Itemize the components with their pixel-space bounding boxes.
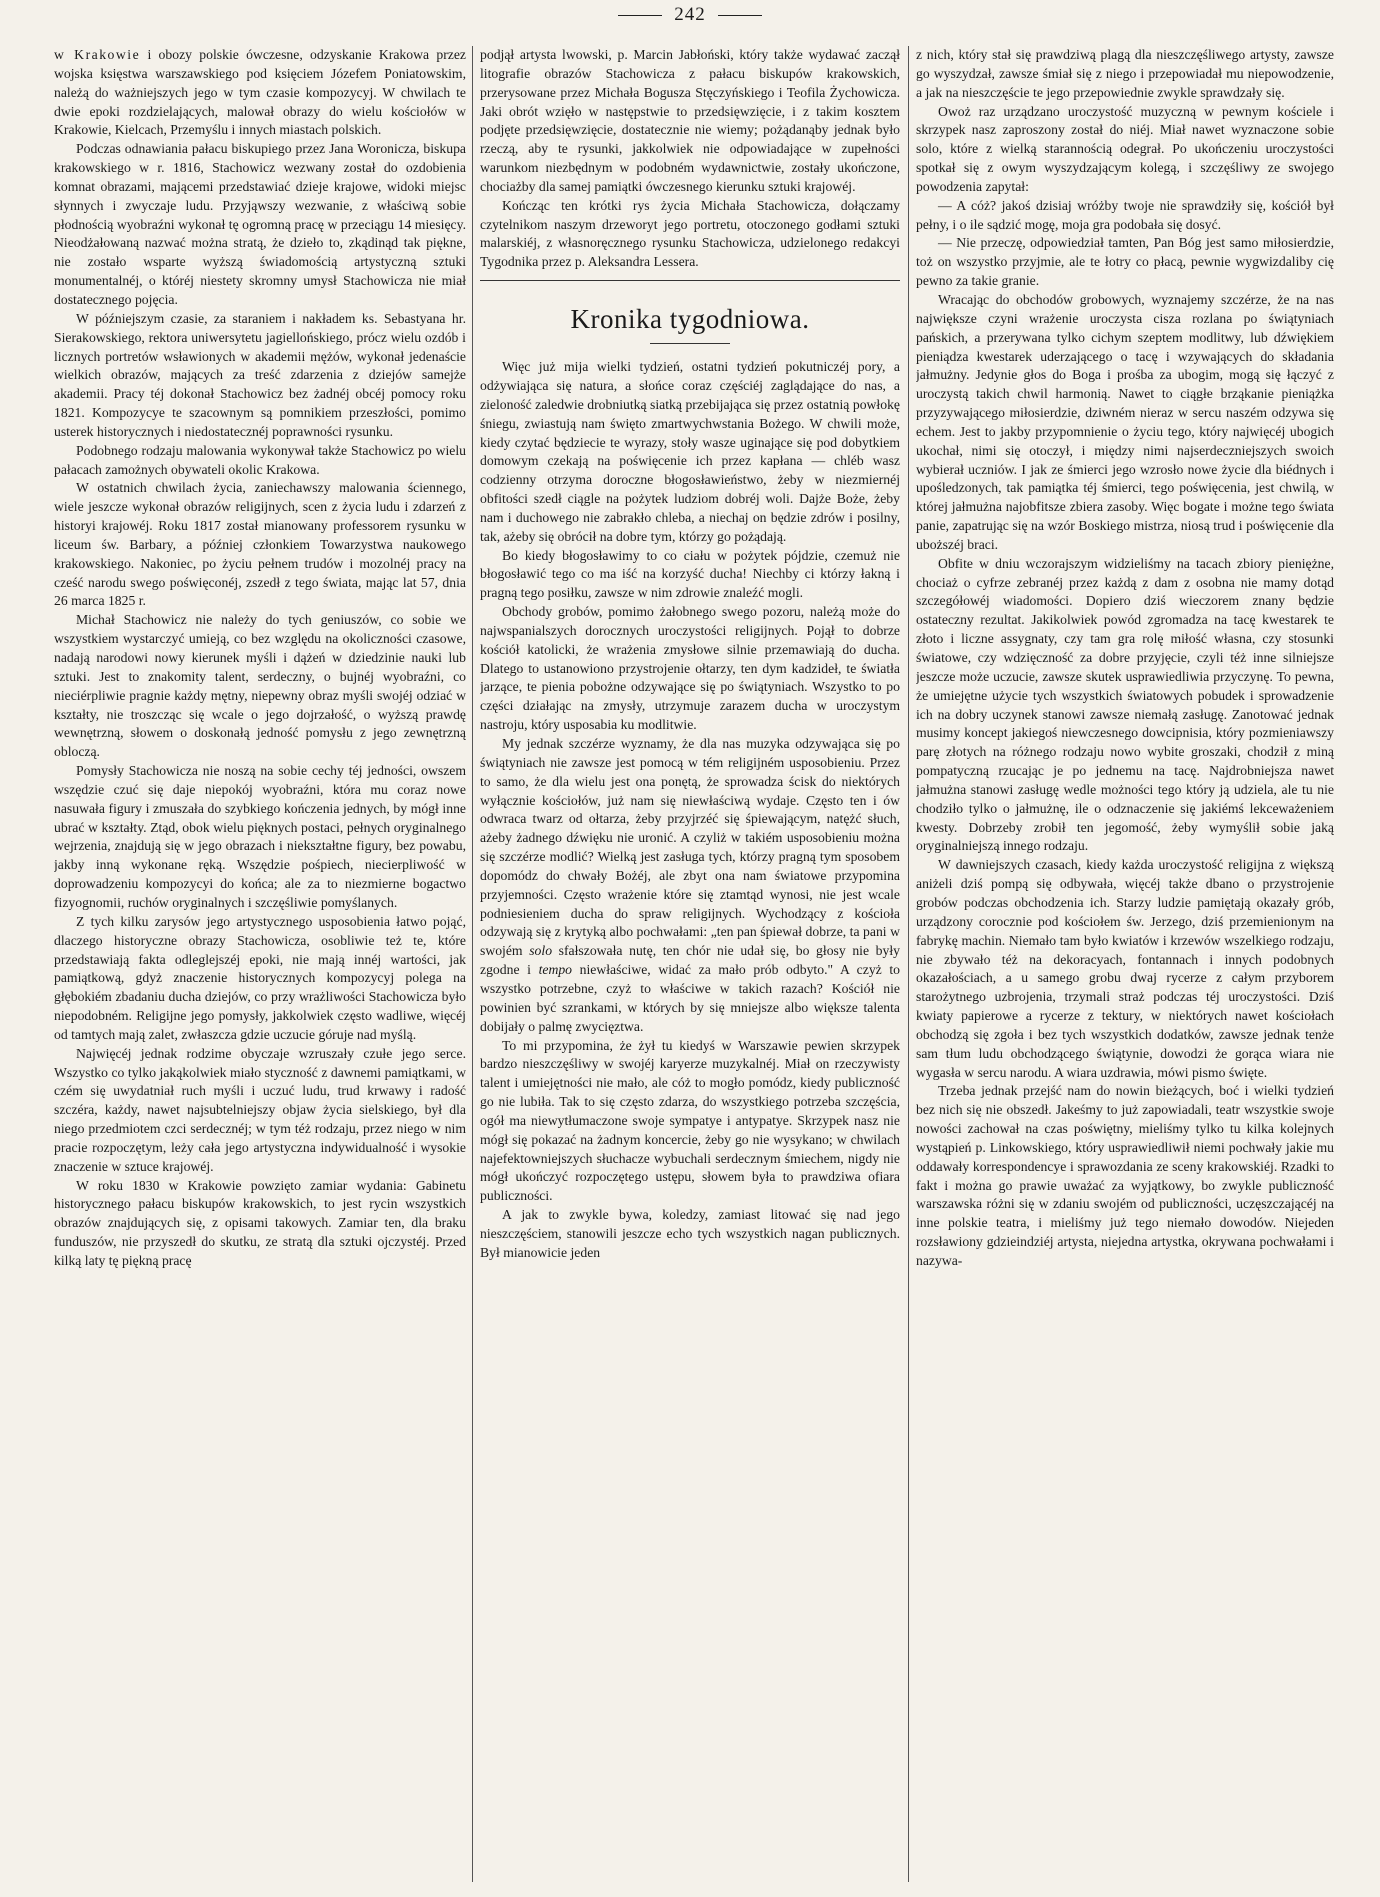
paragraph: podjął artysta lwowski, p. Marcin Jabłoński, który także wydawać zaczął litografie obrazów Stachowicza z pałacu biskupów krakowskich, przerysowane przez Michała Bogusza Stęczyńskiego i Teofila Żychowicza. Jaki obrót wzięło w następstwie to przedsięwzięcie, i z takim kosztem podjęte przedsięwzięcie, dostatecznie nie wiemy; pożądanąby jednak było rzeczą, aby te rysunki, jakkolwiek nie odpowiadające w zupełności warunkom niezbędnym w podobném wydawnictwie, zostały ukończone, chociażby dla samej pamiątki ówczesnego kierunku sztuki krajowéj.: [480, 47, 900, 194]
paragraph: Bo kiedy błogosławimy to co ciału w pożytek pójdzie, czemuż nie błogosławić tego co ma iść na korzyść ducha! Niechby ci którzy łakną i pragną tego posiłku, zawsze w nim zdrowie znaleźć mogli.: [480, 547, 900, 601]
paragraph: — A cóż? jakoś dzisiaj wróżby twoje nie sprawdziły się, kościół był pełny, i o ile sądzić mogę, moja gra podobała się dosyć.: [916, 197, 1334, 232]
paragraph: A jak to zwykle bywa, koledzy, zamiast litować się nad jego nieszczęściem, stanowili jeszcze echo tych wszystkich nagan publicznych. Był mianowicie jeden: [480, 1207, 900, 1260]
page-number-rule-left: [618, 15, 662, 16]
paragraph-text: My jednak szczérze wyznamy, że dla nas muzyka odzywająca się po świątyniach nie zawsze jest pomocą w tém religijném usposobieniu. Przez to samo, że dla wielu jest ona ponętą, że sprowadza ścisk do niektórych wyłącznie kościołów, już nam się niewłaściwą wydaje. Często ten i ów odwraca twarz od ołtarza, żeby przyjrzéć się śpiewającym, natężć słuch, ażeby żadnego dźwięku nie uronić. A czyliż w takiém usposobieniu można się szczérze modlić? Wielką jest zasługa tych, którzy pragną tym sposobem dopomódz do chwały Bożéj, ale zbyt ona nam światowe przypomina przyjemności. Często wrażenie które się ztamtąd wynosi, nie jest wcale podniesieniem ducha do spraw religijnych. Wychodzący z kościoła odzywają się z krytyką albo pochwałami: „ten pan śpiewał dobrze, ta pani w swojém: [480, 736, 900, 959]
paragraph: z nich, który stał się prawdziwą plagą dla nieszczęśliwego artysty, zawsze go wyszydzał, zawsze śmiał się z niego i przepowiadał mu niepowodzenie, a jak na nieszczęście te jego przepowiednie zwykle sprawdzały się.: [916, 47, 1334, 100]
paragraph: W późniejszym czasie, za staraniem i nakładem ks. Sebastyana hr. Sierakowskiego, rektora uniwersytetu jagiellońskiego, prócz wielu ozdób i licznych portretów wsławionych w akademii mężów, wykonał jedenaście wielkich obrazów, mających za treść zdarzenia z dziejów samejże akademii. Pracy téj dokonał Stachowicz bez żadnéj obcéj pomocy roku 1821. Kompozycye te szacownym są pomnikiem przeszłości, pomimo usterek historycznych i niedostatecznéj poprawności rysunku.: [54, 310, 466, 439]
column-divider-left: [472, 46, 473, 1882]
paragraph: Z tych kilku zarysów jego artystycznego usposobienia łatwo pojąć, dlaczego historyczne obrazy Stachowicza, osobliwie też te, które przedstawiają fakta odleglejszéj epoki, nie mają innéj wartości, jak pamiątkową, gdyż znaczenie historycznych kompozycyj polega na głębokiém zbadaniu ducha dziejów, co przy wrażliwości Stachowicza było niepodobném. Religijne jego pomysły, jakkolwiek często wadliwe, więcéj od tamtych mają zalet, zwłaszcza gdzie uczucie góruje nad myślą.: [54, 913, 466, 1042]
section-title: Kronika tygodniowa.: [570, 304, 810, 335]
column-2: [480, 46, 900, 1882]
italic-word: tempo: [538, 962, 573, 978]
italic-word: solo: [529, 943, 553, 959]
paragraph: Michał Stachowicz nie należy do tych geniuszów, co sobie we wszystkiem wystarczyć umieją, co bez względu na okoliczności czasowe, nadają narodowi nowy kierunek myśli i dążeń w dziedzinie nauki lub sztuki. Jest to znakomity talent, serdeczny, o bujnéj wyobraźni, co nieciérpliwie pragnie każdy mętny, niepewny obraz myśli swojéj odziać w kształty, nie troszcząc się wcale o jego dojrzałość, o wyższą prawdę wewnętrzną, słowem o doskonałą jedność pomysłu z jego zewnętrzną obloczą.: [54, 612, 466, 760]
column-divider-right: [908, 46, 909, 1882]
paragraph-text: niewłaściwe, widać za mało prób odbyto." A czyż to wszystko potrzebne, czyż to właściwe w takich razach? Kościół nie powinien być szrankami, w których by się mniejsze albo większe talenta dobijały o palmę zwycięztwa.: [480, 962, 900, 1034]
paragraph: To mi przypomina, że żył tu kiedyś w Warszawie pewien skrzypek bardzo nieszczęśliwy w swojéj karyerze muzykalnéj. Miał on rzeczywisty talent i umiejętności nie mało, ale cóż to mogło pomódz, kiedy publiczność go nie lubiła. Tak to się często zdarza, do wszystkiego potrzeba szczęścia, ogół ma niewytłumaczone swoje sympatye i antypatye. Skrzypek nasz nie mógł się pokazać na żadnym koncercie, żeby go nie wysykano; w chwilach najefektowniejszych słuchacze wybuchali serdecznym śmiechem, nigdy nie mógł ukończyć rozpoczętego ustępu, słowem była to prawdziwa ofiara publiczności.: [480, 1037, 900, 1204]
paragraph: Obfite w dniu wczorajszym widzieliśmy na tacach zbiory pieniężne, chociaż o cyfrze zebranéj przez każdą z dam z osobna nie mamy dotąd szczegółowéj wiadomości. Dopiero dziś wieczorem znany będzie ostateczny rezultat. Jakikolwiek powód zgromadza na tacę kwestarek te złoto i liczne assygnaty, czy tam gra rolę miłość własna, czy stosunki światowe, czy wdzięczność za dobre przyjęcie, czyli téż inne silniejsze jeszcze może uczucie, zawsze skutek usprawiedliwia przyczynę. To pewna, że umiejętne użycie tych wszystkich światowych pobudek i sprowadzenie ich na dobry uczynek stanowi zawsze niemałą zasługę. Zanotować jednak musimy koncept jakiegoś niewczesnego dowcipnisia, który pozmieniawszy parę złotych na różnego rodzaju nowo wybite groszaki, chodził z miną pompatyczną rzucając je po jednemu na tacę. Najdrobniejsza nawet jałmużna stanowi zasługę wedle możności tego który ją udziela, ale tu nie chodziło tylko o jałmużnę, ile o odznaczenie się jakiémś lekceważeniem kwesty. Dobrzeby zrobił ten jegomość, żeby wymyślił sobie jaką oryginalniejszą innego rodzaju.: [916, 555, 1334, 854]
paragraph: Podczas odnawiania pałacu biskupiego przez Jana Woronicza, biskupa krakowskiego w r. 1816, Stachowicz wezwany został do ozdobienia komnat obrazami, mającemi przedstawiać dzieje krajowe, widoki miejsc słynnych i zwyczaje ludu. Przyjąwszy wezwanie, z właściwą sobie płodnością wyobraźni wykonał tę ogromną pracę w przeciągu 14 miesięcy. Nieodżałowaną nazwać można stratą, że dzieło to, zkądinąd tak piękne, nie zostało wsparte wyższą świadomością artystyczną sztuki monumentalnéj, o któréj niestety skromny umysł Stachowicza nie miał dostatecznego pojęcia.: [54, 141, 466, 307]
column-3: [916, 46, 1334, 1882]
paragraph: W ostatnich chwilach życia, zaniechawszy malowania ściennego, wiele jeszcze wykonał obrazów religijnych, scen z życia ludu i zdarzeń z historyi krajowéj. Roku 1817 został mianowany professorem rysunku w liceum św. Barbary, a później członkiem Towarzystwa naukowego krakowskiego. Nakoniec, po życiu pełnem trudów i mozolnéj pracy na cześć narodu swego poświęconéj, zszedł z tego świata, mając lat 57, dnia 26 marca 1825 r.: [54, 480, 466, 609]
paragraph: [480, 735, 900, 1037]
paragraph: Wracając do obchodów grobowych, wyznajemy szczérze, że na nas największe czyni wrażenie uroczysta cisza rozlana po świątyniach pańskich, a przerywana tylko cichym szeptem modlitwy, lub dźwiękiem pieniądza kwestarek uderzającego o tacę i wzywających do składania jałmużny. Jedynie głos do Boga i prośba za ubogim, mogą się łączyć z uroczystą takich chwil harmonią. Nawet to ciągłe brząkanie pieniążka przyzywającego miłosierdzie, dziwném nieraz w sercu naszém odzywa się echem. Jest to jakby przypomnienie o życiu tego, który najwięcéj ubogich ukochał, nimi się otoczył, i między nimi najserdeczniejszych swoich wybierał uczniów. I jak ze śmierci jego wzrosło nowe życie dla biédnych i upośledzonych, tak pamiątka téj śmierci, tego poświęcenia, jest chwilą, w której jałmużna najobfitsze zbiera zasoby. Więc bogate i możne tego świata panie, zapatrując się na wzór Boskiego mistrza, niosą trud i poświęcenie dla uboższéj braci.: [916, 291, 1334, 552]
column-1: [54, 46, 466, 1882]
paragraph: Kończąc ten krótki rys życia Michała Stachowicza, dołączamy czytelnikom naszym drzeworyt jego portretu, otoczonego godłami sztuki malarskiéj, z własnoręcznego rysunku Stachowicza, udzielonego redakcyi Tygodnika przez p. Aleksandra Lessera.: [480, 197, 900, 270]
paragraph: Więc już mija wielki tydzień, ostatni tydzień pokutniczéj pory, a odżywiająca się natura, a słońce coraz częściéj zaglądające do nas, a zieloność zaledwie drobniutką siatką przebijająca się przez ostatnią powłokę śniegu, zwiastują nam święto zmartwychwstania Bożego. W chwili może, kiedy czytać będziecie te wyrazy, stoły wasze uginające się pod dobytkiem domowym czekają na poświęcenie ich przez kapłana — chléb wasz codzienny otrzyma doroczne błogosławieństwo, żeby w niezmiernéj obfitości szedł ciągle na pożytek ludziom dobréj woli. Dajże Boże, żeby nam i duchowego nie zabrakło chleba, a niechaj on będzie zdrów i posilny, tak, ażeby się obrócił na dobre tym, którzy go pożądają.: [480, 359, 900, 544]
section-rule: [480, 280, 900, 281]
paragraph: W dawniejszych czasach, kiedy każda uroczystość religijna z większą aniżeli dziś pompą się odbywała, więcéj także dbano o przystrojenie grobów podczas obchodzenia ich. Starzy ludzie pamiętają okazały grób, urządzony corocznie pod kościołem św. Jerzego, dziś przemienionym na fabrykę machin. Niemało tam było kwiatów i krzewów wszelkiego rodzaju, nie zbywało téż na dekoracyach, fontannach i innych podobnych okazałościach, a u samego grobu dwaj rycerze z całym przyborem starożytnego uzbrojenia, trzymali straż podczas téj uroczystości. Dziś kwiaty papierowe a rycerze z tektury, w niektórych nawet kościołach obchodzą się zgoła i bez tych wszystkich dodatków, zawsze jednak tenże sam tłum ludu obchodzącego świątynie, dowodzi że gorąca wiara nie wygasła w sercu narodu. A wiara uzdrawia, mówi pismo święte.: [916, 857, 1334, 1080]
paragraph: Pomysły Stachowicza nie noszą na sobie cechy téj jedności, owszem wszędzie czuć się daje niepokój wyobraźni, która mu coraz nowe nasuwała figury i zmuszała do szybkiego kończenia jednych, by mógł inne ubrać w kształty. Ztąd, obok wielu pięknych postaci, pełnych oryginalnego wejrzenia, znajdują się w jego obrazach i niekształtne figury, bez powabu, jakby inną wykonane ręką. Wszędzie pośpiech, niecierpliwość w doprowadzeniu kompozycyi do końca; ale za to niezmierne bogactwo fizyognomii, ruchów oryginalnych i szczęśliwie pomyślanych.: [54, 763, 466, 910]
spaced-text: w Krakowie: [54, 47, 141, 62]
title-underline: [650, 343, 730, 344]
page-number: [0, 4, 1380, 26]
paragraph: [54, 46, 466, 140]
paragraph-text: sfałszowała nutę, ten chór nie udał się, bo głosy nie były zgodne i: [480, 943, 900, 978]
paragraph: Obchody grobów, pomimo żałobnego swego pozoru, należą może do najwspanialszych dorocznych uroczystości religijnych. Pojął to dobrze kościół katolicki, że wrażenia zmysłowe silnie przemawiają do ducha. Dlatego to ustanowiono przystrojenie ołtarzy, ten dym kadzideł, te światła jarzące, te pienia pobożne odzywające się po świątyniach. Wszystko to po części działając na zmysły, utrzymuje zarazem ducha w uroczystym nastroju, który usposabia ku modlitwie.: [480, 604, 900, 733]
paragraph: W roku 1830 w Krakowie powzięto zamiar wydania: Gabinetu historycznego pałacu biskupów krakowskich, to jest rycin wszystkich obrazów znajdujących się, z opisami takowych. Zamiar ten, dla braku funduszów, nie przyszedł do skutku, ze stratą dla sztuki ojczystéj. Przed kilką laty tę piękną pracę: [54, 1177, 466, 1268]
paragraph: Owoż raz urządzano uroczystość muzyczną w pewnym kościele i skrzypek nasz zaproszony został do niéj. Miał nawet wyznaczone sobie solo, które z wielką starannością odegrał. Po ukończeniu uroczystości spotkał się z owym wyszydzającym kolegą, i szczęśliwy ze swojego powodzenia zapytał:: [916, 103, 1334, 194]
page-number-rule-right: [718, 15, 762, 16]
paragraph: Trzeba jednak przejść nam do nowin bieżących, boć i wielki tydzień bez nich się nie obszedł. Jakeśmy to już zapowiadali, teatr wszystkie swoje nowości zachował na czas poświętny, mieliśmy tylko tu kilka kolejnych wystąpień p. Linkowskiego, który usprawiedliwił niemi pochwały jakie mu oddawały korrespondencye i sprawozdania ze sceny krakowskiéj. Rzadki to fakt i można go prawie uważać za wyjątkowy, bo zwykle publiczność warszawska różni się w zdaniu swojém od publiczności, uczęszczającéj na inne polskie teatra, i mieliśmy już tego niemało dowodów. Niejeden rozsławiony gdzieindziéj artysta, niejedna artystka, okrywana pochwałami i nazywa-: [916, 1083, 1334, 1268]
page-number-text: 242: [674, 4, 706, 25]
paragraph-text: i obozy polskie ówczesne, odzyskanie Krakowa przez wojska księstwa warszawskiego pod księciem Józefem Poniatowskim, należą do ważniejszych jego w tym czasie kompozycyj. W chwilach te dwie epoki rozdzielających, malował obrazy do wielu kościołów w Krakowie, Kielcach, Przemyślu i innych miastach polskich.: [54, 47, 466, 138]
paragraph: — Nie przeczę, odpowiedział tamten, Pan Bóg jest samo miłosierdzie, toż on wszystko przyjmie, ale te łotry co płacą, pewnie wygwizdaliby cię pewno za takie granie.: [916, 235, 1334, 289]
paragraph: Podobnego rodzaju malowania wykonywał także Stachowicz po wielu pałacach zamożnych obywateli okolic Krakowa.: [54, 442, 466, 477]
paragraph: Najwięcéj jednak rodzime obyczaje wzruszały czułe jego serce. Wszystko co tylko jakąkolwiek miało styczność z dawnemi pamiątkami, w czém się uwydatniał ruch myśli i uczuć ludu, trud krwawy i radość szczéra, każdy, nawet najsubtelniejszy objaw życia sielskiego, był dla niego przedmiotem czci serdecznéj; w tym téż rodzaju, przez niego w nim pracie rozpoczętym, leży cała jego artystyczna indywidualność i wysokie znaczenie w sztuce krajowéj.: [54, 1045, 466, 1174]
